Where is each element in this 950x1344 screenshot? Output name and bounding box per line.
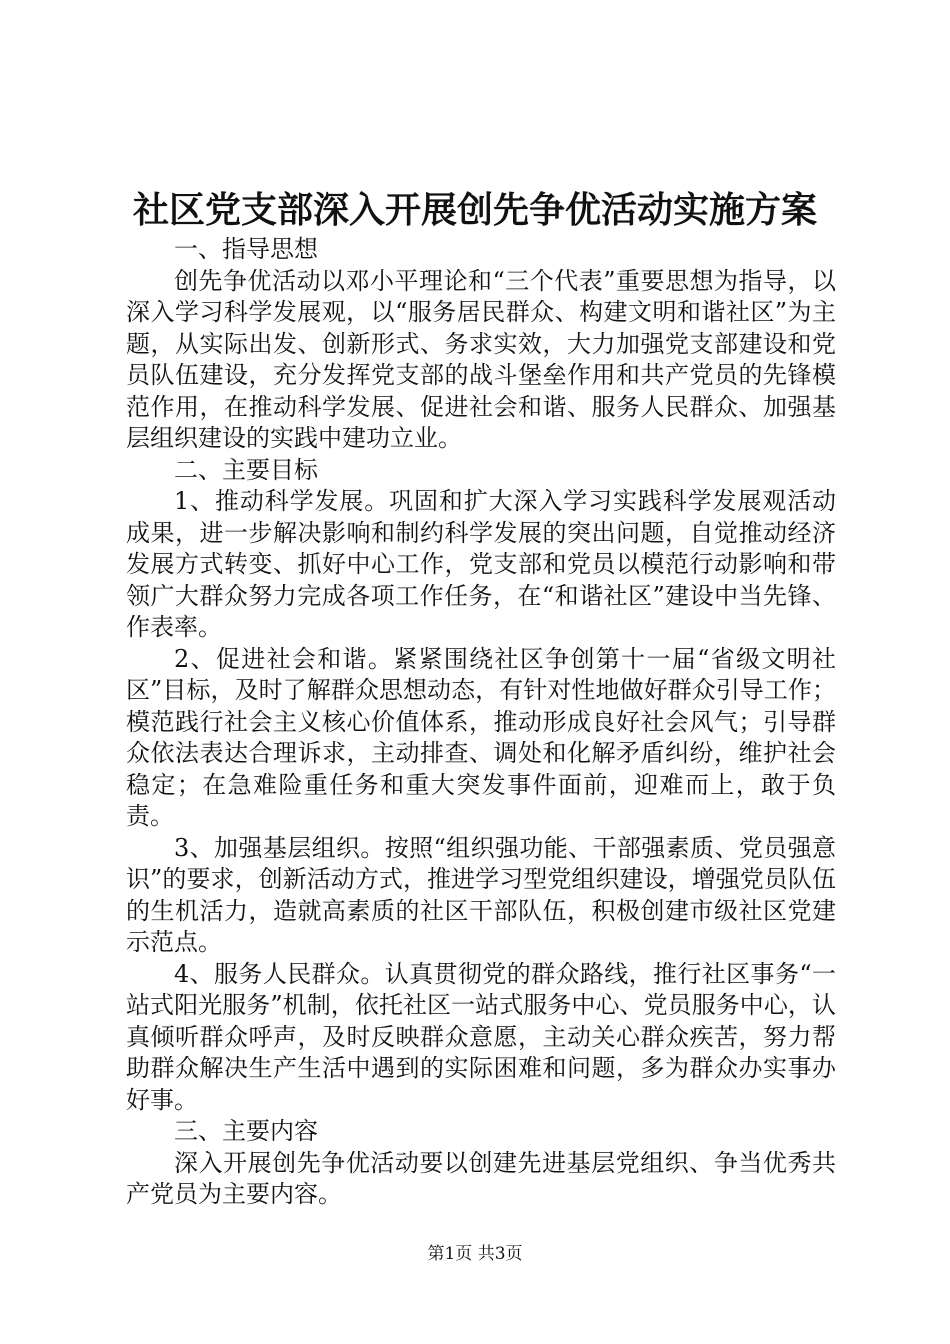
section-heading-main-content: 三、主要内容	[174, 1117, 318, 1145]
paragraph-goal-1: 1、推动科学发展。巩固和扩大深入学习实践科学发展观活动成果，进一步解决影响和制约科学发展的突出问题，自觉推动经济发展方式转变、抓好中心工作，党支部和党员以模范行动影响和带领广大群众努力完成各项工作任务，在“和谐社区”建设中当先锋、作表率。	[126, 487, 836, 641]
document-body	[126, 234, 836, 1211]
paragraph-main-content: 深入开展创先争优活动要以创建先进基层党组织、争当优秀共产党员为主要内容。	[126, 1148, 836, 1208]
paragraph-goal-3: 3、加强基层组织。按照“组织强功能、干部强素质、党员强意识”的要求，创新活动方式，推进学习型党组织建设，增强党员队伍的生机活力，造就高素质的社区干部队伍，积极创建市级社区党建示范点。	[126, 833, 836, 956]
section-heading-guiding-ideology: 一、指导思想	[174, 235, 318, 263]
paragraph-guiding-ideology: 创先争优活动以邓小平理论和“三个代表”重要思想为指导，以深入学习科学发展观，以“服务居民群众、构建文明和谐社区”为主题，从实际出发、创新形式、务求实效，大力加强党支部建设和党员队伍建设，充分发挥党支部的战斗堡垒作用和共产党员的先锋模范作用，在推动科学发展、促进社会和谐、服务人民群众、加强基层组织建设的实践中建功立业。	[126, 266, 836, 452]
document-title: 社区党支部深入开展创先争优活动实施方案	[132, 189, 817, 231]
section-heading-main-goals: 二、主要目标	[174, 455, 318, 484]
paragraph-goal-4: 4、服务人民群众。认真贯彻党的群众路线，推行社区事务“一站式阳光服务”机制，依托社区一站式服务中心、党员服务中心，认真倾听群众呼声，及时反映群众意愿，主动关心群众疾苦，努力帮助群众解决生产生活中遇到的实际困难和问题，多为群众办实事办好事。	[126, 959, 836, 1114]
page-footer: 第1页 共3页	[427, 1244, 523, 1264]
paragraph-goal-2: 2、促进社会和谐。紧紧围绕社区争创第十一届“省级文明社区”目标，及时了解群众思想动态，有针对性地做好群众引导工作；模范践行社会主义核心价值体系，推动形成良好社会风气；引导群众依法表达合理诉求，主动排查、调处和化解矛盾纠纷，维护社会稳定；在急难险重任务和重大突发事件面前，迎难而上，敢于负责。	[126, 644, 836, 830]
